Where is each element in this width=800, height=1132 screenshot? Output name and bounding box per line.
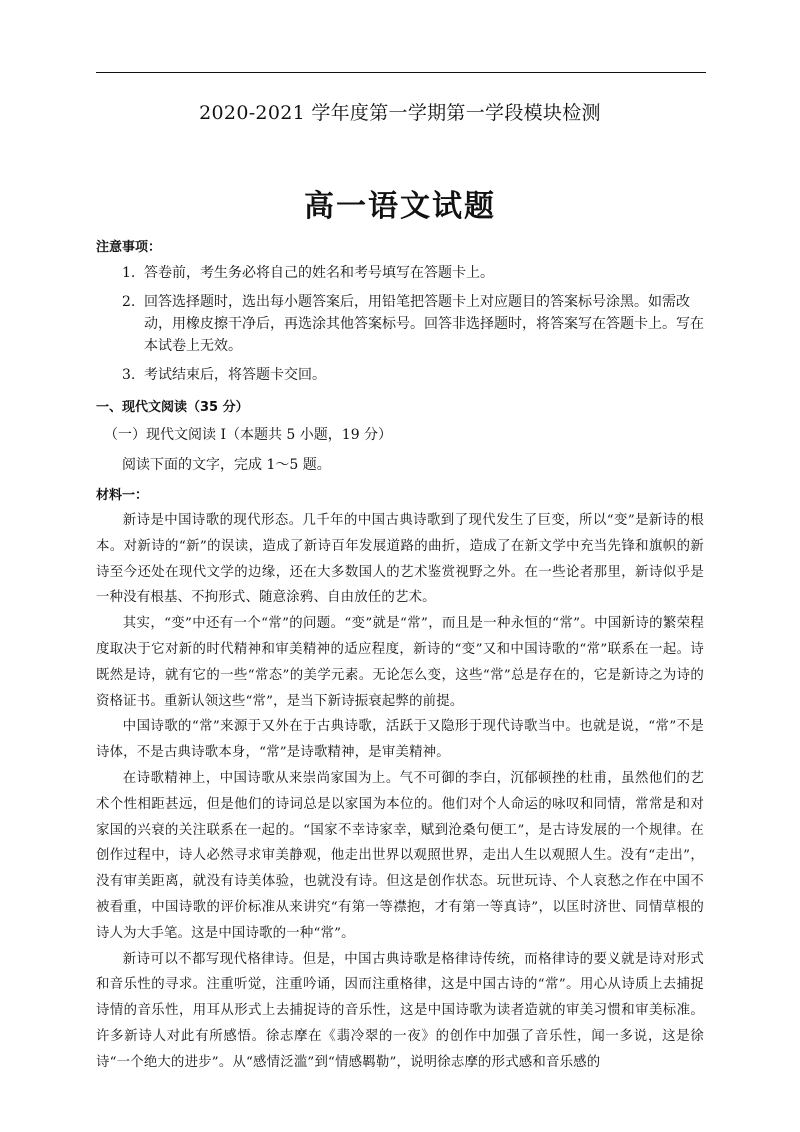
notice-item-text: 回答选择题时，选出每小题答案后，用铅笔把答题卡上对应题目的答案标号涂黑。如需改动，用橡皮擦干净后，再选涂其他答案标号。回答非选择题时，将答案写在答题卡上。写在本试卷上无效。 [144,294,704,354]
passage-paragraph-3: 中国诗歌的“常”来源于又外在于古典诗歌，活跃于又隐形于现代诗歌当中。也就是说，“常”不是诗体，不是古典诗歌本身，“常”是诗歌精神，是审美精神。 [96,719,704,761]
notice-item-number: 2. [122,294,136,310]
passage-paragraph-5: 新诗可以不都写现代格律诗。但是，中国古典诗歌是格律诗传统，而格律诗的要义就是诗对形式和音乐性的寻求。注重听觉，注重吟诵，因而注重格律，这是中国古诗的“常”。用心从诗质上去捕捉诗情的音乐性，用耳从形式上去捕捉诗的音乐性，这是中国诗歌为读者造就的审美习惯和审美标准。许多新诗人对此有所感悟。徐志摩在《翡冷翠的一夜》的创作中加强了音乐性，闻一多说，这是徐诗“一个绝大的进步”。从“感情泛滥”到“情感羁勒”，说明徐志摩的形式感和音乐感的 [96,951,704,1070]
notice-item-number: 1. [122,265,136,281]
notice-list [122,262,712,393]
header-rule [96,72,706,73]
passage-paragraph-4: 在诗歌精神上，中国诗歌从来崇尚家国为上。气不可御的李白，沉郁顿挫的杜甫，虽然他们的艺术个性相距甚远，但是他们的诗词总是以家国为本位的。他们对个人命运的咏叹和同情，常常是和对家国的兴衰的关注联系在一起的。“国家不幸诗家幸，赋到沧桑句便工”，是古诗发展的一个规律。在创作过程中，诗人必然寻求审美静观，他走出世界以观照世界，走出人生以观照人生。没有“走出”，没有审美距离，就没有诗美体验，也就没有诗。但这是创作状态。玩世玩诗、个人哀愁之作在中国不被看重，中国诗歌的评价标准从来讲究“有第一等襟抱，才有第一等真诗”，以匡时济世、同情草根的诗人为大手笔。这是中国诗歌的一种“常”。 [96,770,704,941]
reading-passage [96,508,704,1076]
exam-subtitle: 2020-2021 学年度第一学期第一学段模块检测 [199,102,601,124]
notice-item-2 [122,291,712,357]
notice-item-3 [122,364,712,386]
notice-item-1 [122,262,712,284]
notice-item-number: 3. [122,367,136,383]
notice-item-text: 考试结束后，将答题卡交回。 [144,367,326,383]
passage-paragraph-2: 其实，“变”中还有一个“常”的问题。“变”就是“常”，而且是一种永恒的“常”。中国新诗的繁荣程度取决于它对新的时代精神和审美精神的适应程度，新诗的“变”又和中国诗歌的“常”联系在一起。诗既然是诗，就有它的一些“常态”的美学元素。无论怎么变，这些“常”总是存在的，它是新诗之为诗的资格证书。重新认领这些“常”，是当下新诗振衰起弊的前提。 [96,616,704,709]
material-heading: 材料一： [96,488,149,503]
reading-instruction: 阅读下面的文字，完成 1～5 题。 [122,457,331,473]
notice-item-text: 答卷前，考生务必将自己的姓名和考号填写在答题卡上。 [144,265,494,281]
section-heading: 一、现代文阅读（35 分） [96,400,249,415]
section-subheading: （一）现代文阅读 I（本题共 5 小题，19 分） [104,427,393,443]
notice-heading: 注意事项： [96,240,162,255]
passage-paragraph-1: 新诗是中国诗歌的现代形态。几千年的中国古典诗歌到了现代发生了巨变，所以“变”是新诗的根本。对新诗的“新”的误读，造成了新诗百年发展道路的曲折，造成了在新文学中充当先锋和旗帜的新诗至今还处在现代文学的边缘，还在大多数国人的艺术鉴赏视野之外。在一些论者那里，新诗似乎是一种没有根基、不拘形式、随意涂鸦、自由放任的艺术。 [96,513,704,606]
exam-title: 高一语文试题 [304,189,496,224]
